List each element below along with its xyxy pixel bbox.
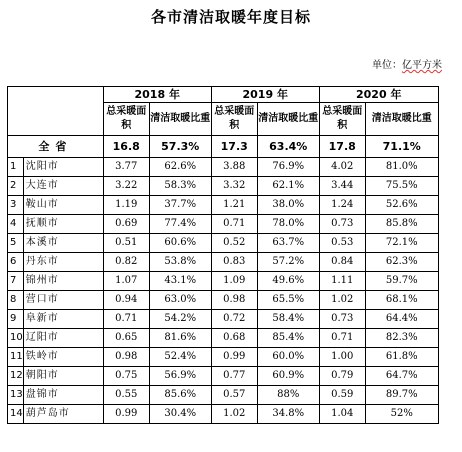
- table-cell: 72.1%: [365, 234, 438, 253]
- table-cell: 78.0%: [257, 215, 319, 234]
- table-cell: 0.83: [211, 253, 257, 272]
- table-cell: 0.72: [211, 310, 257, 329]
- table-row: [8, 253, 439, 272]
- table-cell: 85.8%: [365, 215, 438, 234]
- table-cell: 3.88: [211, 158, 257, 177]
- city-name: 丹东市: [23, 253, 103, 272]
- table-row: [8, 158, 439, 177]
- table-cell: 52.4%: [149, 348, 211, 367]
- row-index: 5: [8, 234, 24, 253]
- table-cell: 85.4%: [257, 329, 319, 348]
- row-index: 6: [8, 253, 24, 272]
- table-cell: 60.9%: [257, 367, 319, 386]
- city-name: 盘锦市: [23, 386, 103, 405]
- table-cell: 85.6%: [149, 386, 211, 405]
- table-row: [8, 215, 439, 234]
- year-header-2018: 2018 年: [103, 87, 211, 103]
- table-row: [8, 196, 439, 215]
- col-total-area-2019: 总采暖面积: [211, 103, 257, 136]
- row-index: 12: [8, 367, 24, 386]
- table-cell: 63.0%: [149, 291, 211, 310]
- col-clean-share-2018: 清洁取暖比重: [149, 103, 211, 136]
- table-cell: 0.94: [103, 291, 149, 310]
- table-cell: 0.53: [319, 234, 365, 253]
- table-cell: 64.4%: [365, 310, 438, 329]
- year-header-row: [8, 87, 439, 103]
- row-index: 10: [8, 329, 24, 348]
- table-cell: 0.71: [103, 310, 149, 329]
- table-cell: 68.1%: [365, 291, 438, 310]
- table-cell: 81.6%: [149, 329, 211, 348]
- table-cell: 1.04: [319, 405, 365, 424]
- city-name: 大连市: [23, 177, 103, 196]
- table-cell: 0.57: [211, 386, 257, 405]
- province-total-row: [8, 136, 439, 158]
- table-cell: 56.9%: [149, 367, 211, 386]
- city-name: 鞍山市: [23, 196, 103, 215]
- table-cell: 0.75: [103, 367, 149, 386]
- table-cell: 58.4%: [257, 310, 319, 329]
- table-cell: 61.8%: [365, 348, 438, 367]
- row-index: 3: [8, 196, 24, 215]
- table-row: [8, 367, 439, 386]
- row-index: 13: [8, 386, 24, 405]
- table-cell: 37.7%: [149, 196, 211, 215]
- table-cell: 57.2%: [257, 253, 319, 272]
- table-row: [8, 272, 439, 291]
- table-cell: 17.3: [211, 136, 257, 158]
- table-cell: 62.3%: [365, 253, 438, 272]
- table-cell: 59.7%: [365, 272, 438, 291]
- table-row: [8, 348, 439, 367]
- table-cell: 0.99: [211, 348, 257, 367]
- row-index: 14: [8, 405, 24, 424]
- table-cell: 52.6%: [365, 196, 438, 215]
- unit-label: 单位：: [372, 60, 402, 71]
- table-cell: 54.2%: [149, 310, 211, 329]
- table-cell: 75.5%: [365, 177, 438, 196]
- row-index: 8: [8, 291, 24, 310]
- corner-cell: [8, 87, 104, 136]
- city-name: 朝阳市: [23, 367, 103, 386]
- table-cell: 0.51: [103, 234, 149, 253]
- col-total-area-2018: 总采暖面积: [103, 103, 149, 136]
- table-cell: 63.7%: [257, 234, 319, 253]
- table-row: [8, 310, 439, 329]
- table-cell: 81.0%: [365, 158, 438, 177]
- city-name: 营口市: [23, 291, 103, 310]
- table-cell: 64.7%: [365, 367, 438, 386]
- table-cell: 1.09: [211, 272, 257, 291]
- table-cell: 1.21: [211, 196, 257, 215]
- city-name: 本溪市: [23, 234, 103, 253]
- table-cell: 52%: [365, 405, 438, 424]
- row-index: 7: [8, 272, 24, 291]
- table-cell: 0.73: [319, 310, 365, 329]
- table-cell: 65.5%: [257, 291, 319, 310]
- table-cell: 63.4%: [257, 136, 319, 158]
- table-row: [8, 291, 439, 310]
- col-clean-share-2019: 清洁取暖比重: [257, 103, 319, 136]
- table-cell: 38.0%: [257, 196, 319, 215]
- table-cell: 0.82: [103, 253, 149, 272]
- table-cell: 53.8%: [149, 253, 211, 272]
- table-row: [8, 405, 439, 424]
- table-cell: 0.79: [319, 367, 365, 386]
- city-name: 葫芦岛市: [23, 405, 103, 424]
- city-name: 阜新市: [23, 310, 103, 329]
- row-index: 2: [8, 177, 24, 196]
- table-cell: 0.68: [211, 329, 257, 348]
- city-name: 抚顺市: [23, 215, 103, 234]
- table-cell: 0.99: [103, 405, 149, 424]
- table-cell: 57.3%: [149, 136, 211, 158]
- table-cell: 0.77: [211, 367, 257, 386]
- row-index: 4: [8, 215, 24, 234]
- table-cell: 49.6%: [257, 272, 319, 291]
- table-cell: 30.4%: [149, 405, 211, 424]
- year-header-2019: 2019 年: [211, 87, 319, 103]
- table-cell: 0.59: [319, 386, 365, 405]
- table-cell: 60.0%: [257, 348, 319, 367]
- table-cell: 1.02: [211, 405, 257, 424]
- city-name: 锦州市: [23, 272, 103, 291]
- table-cell: 4.02: [319, 158, 365, 177]
- table-cell: 88%: [257, 386, 319, 405]
- table-cell: 1.11: [319, 272, 365, 291]
- table-cell: 0.55: [103, 386, 149, 405]
- col-clean-share-2020: 清洁取暖比重: [365, 103, 438, 136]
- table-cell: 71.1%: [365, 136, 438, 158]
- table-cell: 0.71: [319, 329, 365, 348]
- table-cell: 0.98: [211, 291, 257, 310]
- heating-target-table: [7, 86, 439, 424]
- table-row: [8, 386, 439, 405]
- table-cell: 62.1%: [257, 177, 319, 196]
- table-row: [8, 234, 439, 253]
- table-cell: 1.00: [319, 348, 365, 367]
- table-cell: 82.3%: [365, 329, 438, 348]
- year-header-2020: 2020 年: [319, 87, 438, 103]
- table-cell: 0.98: [103, 348, 149, 367]
- city-name: 辽阳市: [23, 329, 103, 348]
- table-cell: 1.24: [319, 196, 365, 215]
- table-cell: 0.73: [319, 215, 365, 234]
- table-cell: 3.22: [103, 177, 149, 196]
- table-row: [8, 329, 439, 348]
- table-cell: 43.1%: [149, 272, 211, 291]
- table-cell: 0.71: [211, 215, 257, 234]
- page-title: 各市清洁取暖年度目标: [150, 8, 311, 26]
- table-cell: 16.8: [103, 136, 149, 158]
- table-cell: 17.8: [319, 136, 365, 158]
- col-total-area-2020: 总采暖面积: [319, 103, 365, 136]
- table-cell: 3.44: [319, 177, 365, 196]
- unit-value: 亿平方米: [402, 60, 442, 71]
- table-cell: 0.52: [211, 234, 257, 253]
- row-index: 1: [8, 158, 24, 177]
- city-name: 铁岭市: [23, 348, 103, 367]
- table-cell: 58.3%: [149, 177, 211, 196]
- table-cell: 3.77: [103, 158, 149, 177]
- table-cell: 0.65: [103, 329, 149, 348]
- row-index: 11: [8, 348, 24, 367]
- province-total-label: 全省: [8, 136, 104, 158]
- table-cell: 1.19: [103, 196, 149, 215]
- table-cell: 0.84: [319, 253, 365, 272]
- table-cell: 34.8%: [257, 405, 319, 424]
- row-index: 9: [8, 310, 24, 329]
- unit-note: [372, 56, 442, 71]
- table-cell: 89.7%: [365, 386, 438, 405]
- table-cell: 0.69: [103, 215, 149, 234]
- table-cell: 60.6%: [149, 234, 211, 253]
- table-cell: 1.07: [103, 272, 149, 291]
- table-row: [8, 177, 439, 196]
- table-cell: 62.6%: [149, 158, 211, 177]
- table-cell: 77.4%: [149, 215, 211, 234]
- table-cell: 3.32: [211, 177, 257, 196]
- city-name: 沈阳市: [23, 158, 103, 177]
- table-cell: 76.9%: [257, 158, 319, 177]
- table-cell: 1.02: [319, 291, 365, 310]
